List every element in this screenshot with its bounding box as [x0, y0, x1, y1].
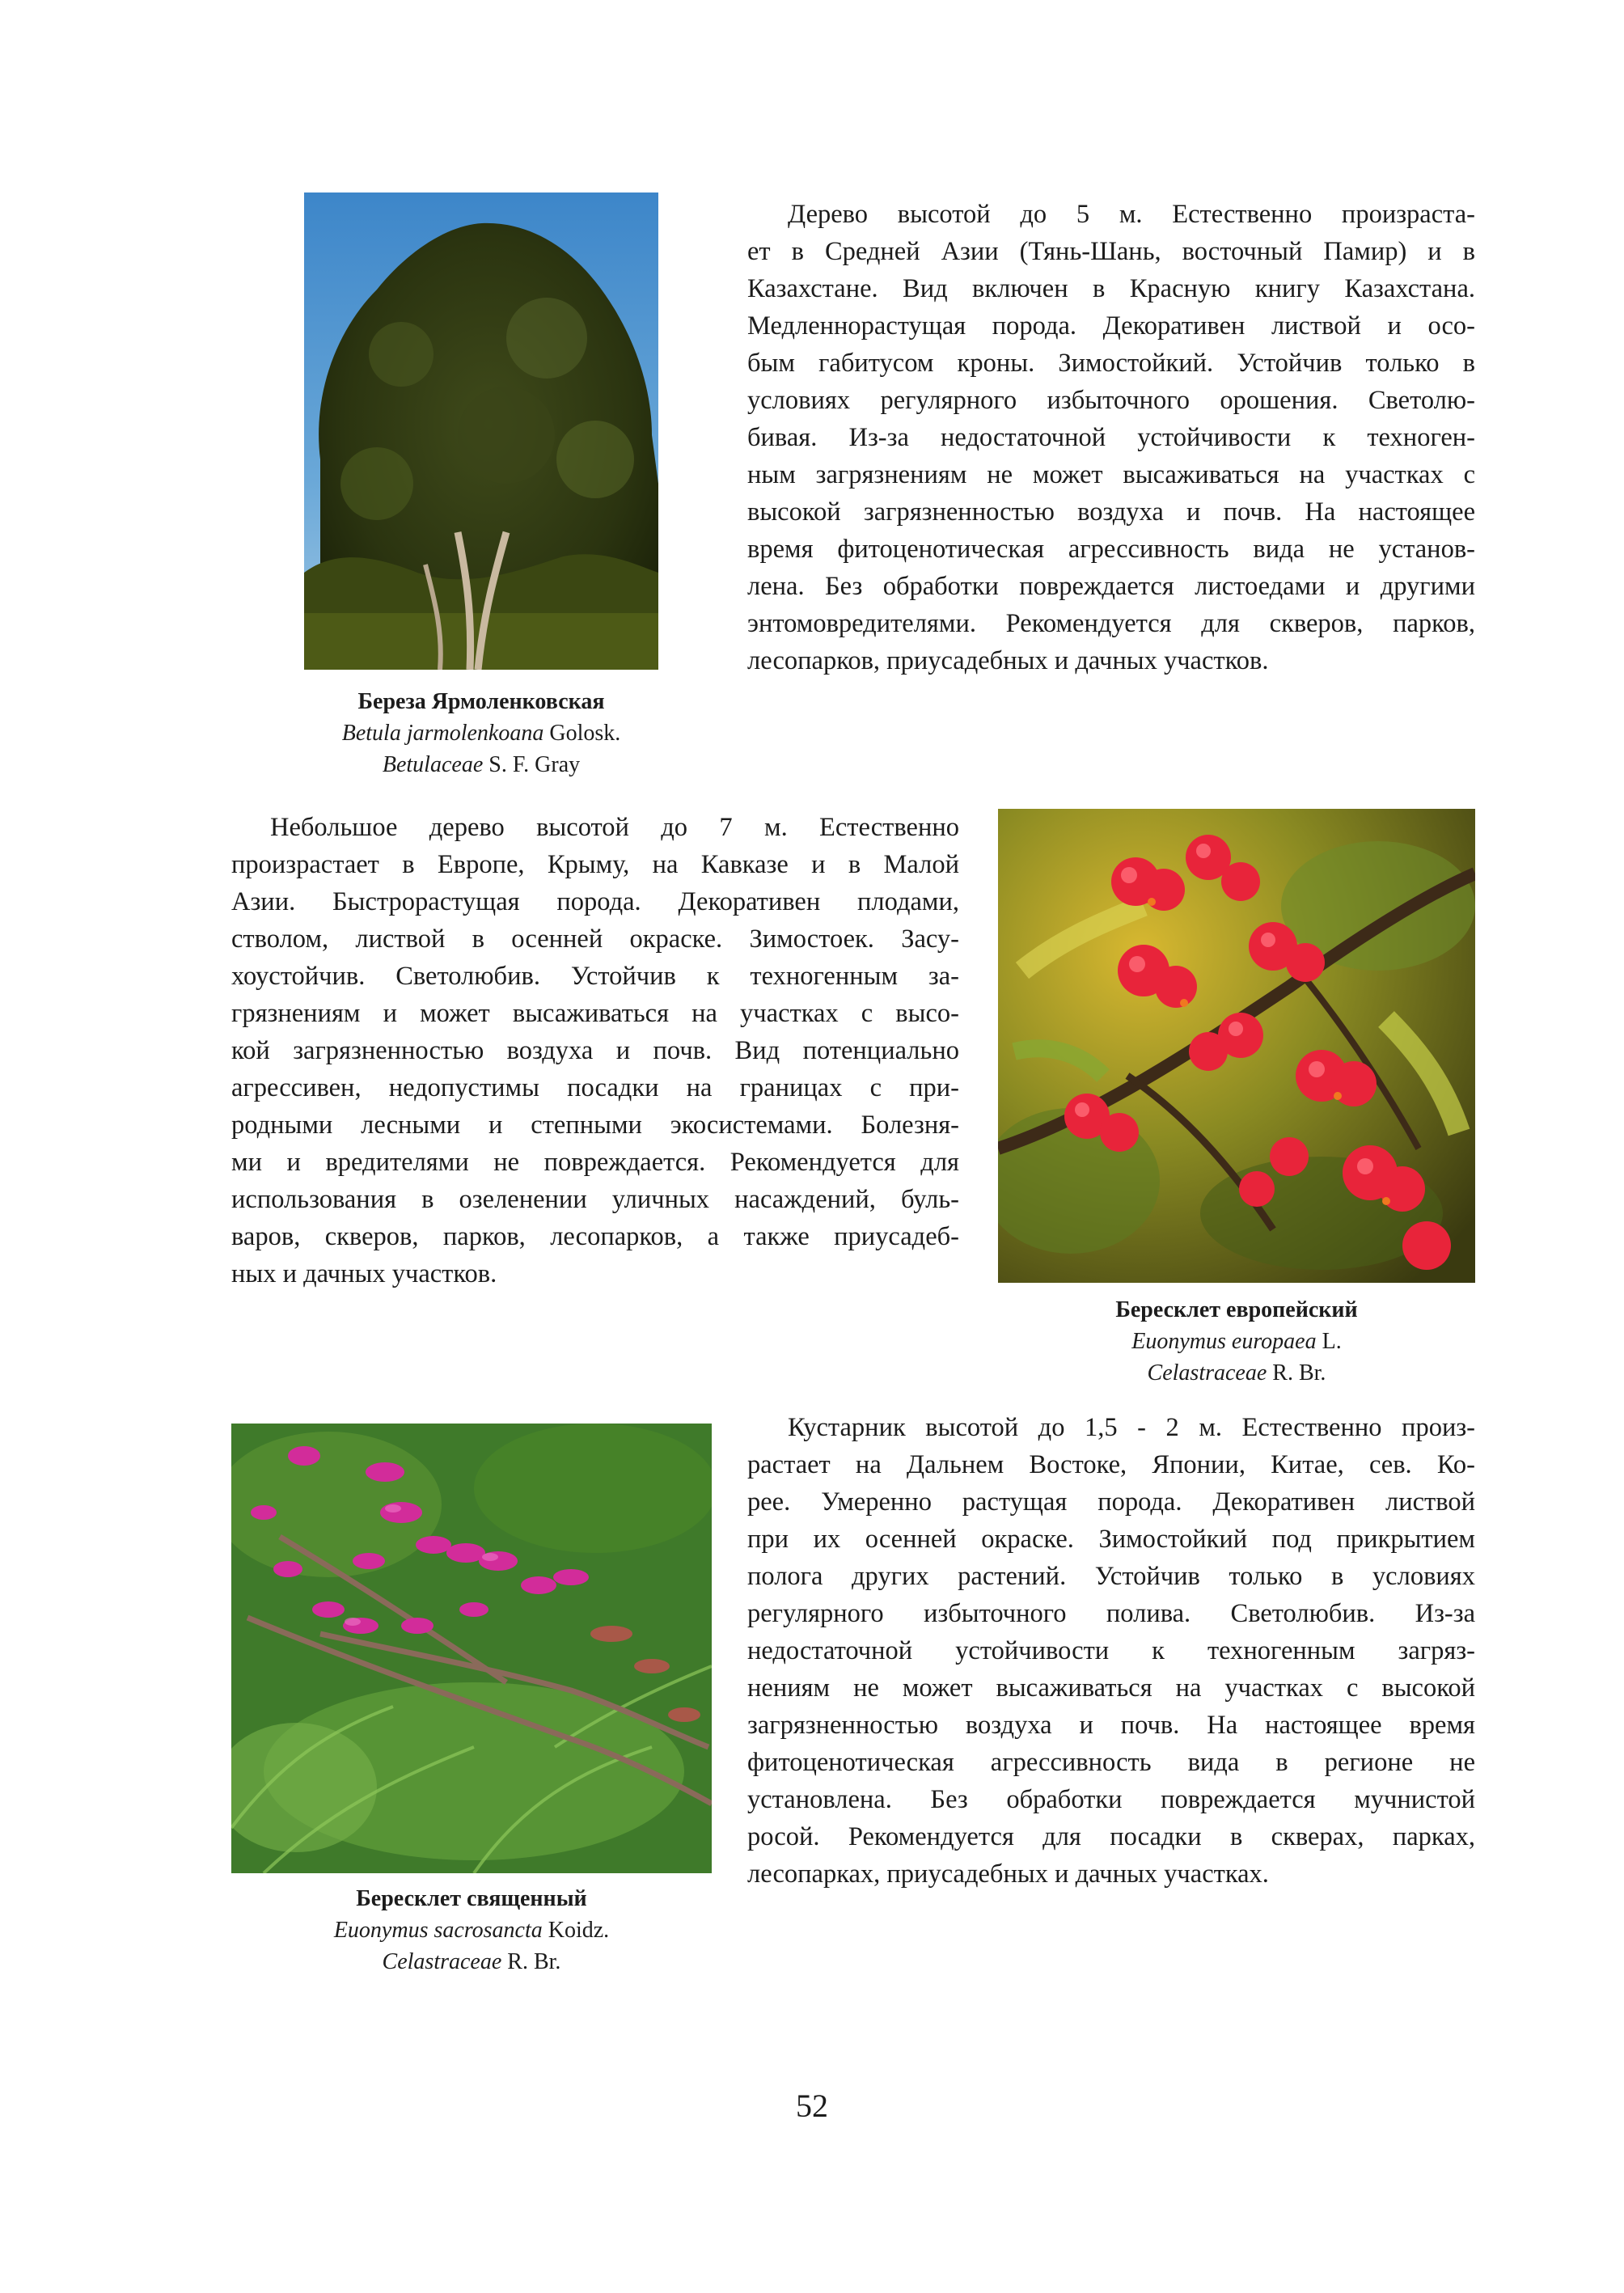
- species-name: Бересклет священный: [356, 1886, 587, 1911]
- text-line: бивая. Из-за недостаточной устойчивости к техноген-: [747, 423, 1475, 452]
- euonymus-sacrosancta-description: [747, 1409, 1475, 1893]
- text-line: стволом, листвой в осенней окраске. Зимостоек. Засу-: [231, 924, 959, 954]
- text-line: регулярного избыточного полива. Светолюбив. Из-за: [747, 1599, 1475, 1628]
- text-line: Азии. Быстрорастущая порода. Декоративен плодами,: [231, 887, 959, 916]
- birch-description: [747, 196, 1475, 679]
- text-line: недостаточной устойчивости к техногенным загряз-: [747, 1636, 1475, 1665]
- family-name-italic: Celastraceae: [382, 1949, 502, 1974]
- birch-caption: [243, 686, 720, 781]
- text-line: варов, скверов, парков, лесопарков, а также приусадеб-: [231, 1222, 959, 1251]
- euonymus-sacrosancta-photo: [231, 1424, 712, 1873]
- family-author: R. Br.: [501, 1949, 561, 1974]
- family-author: S. F. Gray: [483, 752, 581, 777]
- text-line: Казахстане. Вид включен в Красную книгу Казахстана.: [747, 274, 1475, 303]
- text-line: родными лесными и степными экосистемами. Болезня-: [231, 1111, 959, 1140]
- text-line: Дерево высотой до 5 м. Естественно произраста-: [788, 200, 1475, 229]
- family-name-italic: Celastraceae: [1147, 1360, 1267, 1386]
- text-line: условиях регулярного избыточного орошения. Светолю-: [747, 386, 1475, 415]
- family-name: [998, 1357, 1475, 1389]
- text-line: ных и дачных участков.: [231, 1259, 497, 1288]
- latin-name-italic: Euonymus europaea: [1131, 1329, 1317, 1354]
- birch-tree-photo: [304, 192, 658, 670]
- text-line: загрязненностью воздуха и почв. На настоящее время: [747, 1711, 1475, 1740]
- text-line: ми и вредителями не повреждается. Рекомендуется для: [231, 1148, 959, 1177]
- euonymus-europaea-description: [231, 809, 959, 1292]
- latin-author: Golosk.: [543, 721, 621, 746]
- euonymus-europaea-photo: [998, 809, 1475, 1283]
- text-line: энтомовредителями. Рекомендуется для скверов, парков,: [747, 609, 1475, 638]
- text-line: полога других растений. Устойчив только в условиях: [747, 1562, 1475, 1591]
- text-line: при их осенней окраске. Зимостойкий под прикрытием: [747, 1525, 1475, 1554]
- text-line: рее. Умеренно растущая порода. Декоративен листвой: [747, 1487, 1475, 1517]
- text-line: время фитоценотическая агрессивность вида не установ-: [747, 535, 1475, 564]
- family-author: R. Br.: [1267, 1360, 1326, 1386]
- species-name: Бересклет европейский: [1115, 1297, 1358, 1322]
- text-line: фитоценотическая агрессивность вида в регионе не: [747, 1748, 1475, 1777]
- family-name-italic: Betulaceae: [382, 752, 484, 777]
- text-line: произрастает в Европе, Крыму, на Кавказе и в Малой: [231, 850, 959, 879]
- text-line: высокой загрязненностью воздуха и почв. На настоящее: [747, 497, 1475, 527]
- latin-author: L.: [1316, 1329, 1342, 1354]
- text-line: лесопарков, приусадебных и дачных участков.: [747, 646, 1269, 675]
- text-line: ет в Средней Азии (Тянь-Шань, восточный Памир) и в: [747, 237, 1475, 266]
- latin-name: [998, 1326, 1475, 1357]
- text-line: грязнениям и может высаживаться на участках с высо-: [231, 999, 959, 1028]
- text-line: ным загрязнениям не может высаживаться на участках с: [747, 460, 1475, 489]
- text-line: лена. Без обработки повреждается листоедами и другими: [747, 572, 1475, 601]
- text-line: установлена. Без обработки повреждается мучнистой: [747, 1785, 1475, 1814]
- text-line: агрессивен, недопустимы посадки на границах с при-: [231, 1073, 959, 1102]
- latin-name-italic: Betula jarmolenkoana: [341, 721, 544, 746]
- latin-author: Koidz.: [542, 1918, 610, 1943]
- latin-name: [243, 717, 720, 749]
- text-line: использования в озеленении уличных насаждений, буль-: [231, 1185, 959, 1214]
- text-line: лесопарках, приусадебных и дачных участках.: [747, 1859, 1269, 1889]
- page-number: 52: [796, 2088, 828, 2124]
- latin-name-italic: Euonymus sacrosancta: [333, 1918, 543, 1943]
- text-line: Медленнорастущая порода. Декоративен листвой и осо-: [747, 311, 1475, 341]
- family-name: [243, 749, 720, 781]
- text-line: кой загрязненностью воздуха и почв. Вид потенциально: [231, 1036, 959, 1065]
- text-line: нениям не может высаживаться на участках с высокой: [747, 1673, 1475, 1703]
- text-line: Кустарник высотой до 1,5 - 2 м. Естественно произ-: [788, 1413, 1475, 1442]
- text-line: растает на Дальнем Востоке, Японии, Китае, сев. Ко-: [747, 1450, 1475, 1479]
- family-name: [231, 1946, 712, 1978]
- euonymus-sacrosancta-caption: [231, 1883, 712, 1978]
- text-line: бым габитусом кроны. Зимостойкий. Устойчив только в: [747, 349, 1475, 378]
- text-line: росой. Рекомендуется для посадки в скверах, парках,: [747, 1822, 1475, 1851]
- species-name: Береза Ярмоленковская: [357, 689, 605, 714]
- euonymus-europaea-caption: [998, 1294, 1475, 1389]
- text-line: хоустойчив. Светолюбив. Устойчив к техногенным за-: [231, 962, 959, 991]
- latin-name: [231, 1914, 712, 1946]
- text-line: Небольшое дерево высотой до 7 м. Естественно: [270, 813, 959, 842]
